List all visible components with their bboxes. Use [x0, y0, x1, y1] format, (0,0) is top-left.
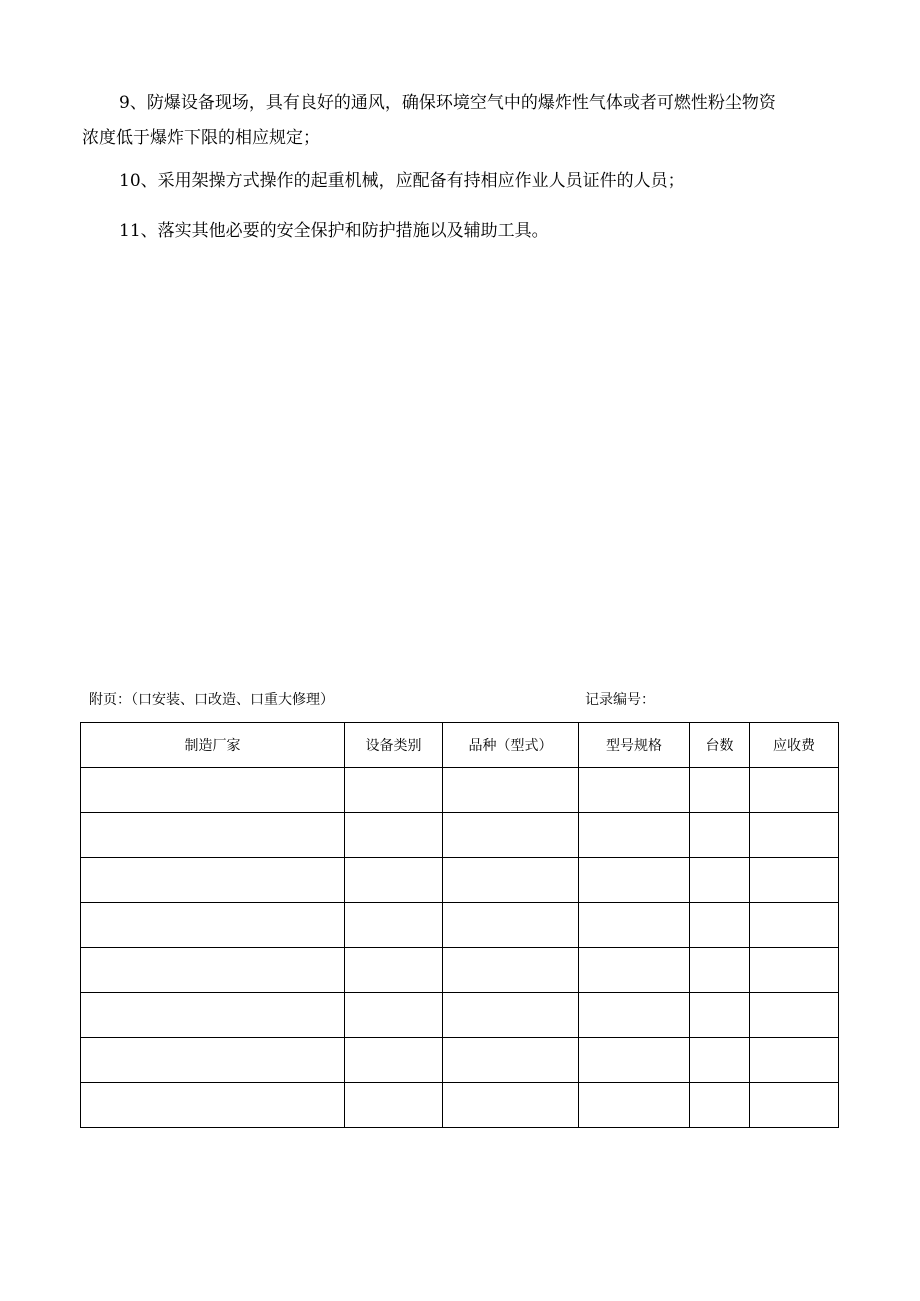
cell-variety-type [443, 1038, 579, 1083]
equipment-table [80, 722, 839, 1128]
cell-model-spec [579, 948, 690, 993]
cell-model-spec [579, 1083, 690, 1128]
cell-model-spec [579, 768, 690, 813]
header-fee: 应收费 [750, 723, 839, 768]
cell-fee [750, 1038, 839, 1083]
cell-quantity [690, 993, 750, 1038]
cell-manufacturer [81, 858, 345, 903]
cell-model-spec [579, 813, 690, 858]
annex-label: 附页：（口安装、口改造、口重大修理） [89, 692, 334, 708]
cell-variety-type [443, 993, 579, 1038]
cell-quantity [690, 1038, 750, 1083]
item-9-line-1: 9、防爆设备现场，具有良好的通风，确保环境空气中的爆炸性气体或者可燃性粉尘物资 [119, 93, 776, 113]
cell-variety-type [443, 1083, 579, 1128]
cell-equipment-category [345, 1083, 443, 1128]
table-header-row [81, 723, 839, 768]
cell-model-spec [579, 993, 690, 1038]
cell-manufacturer [81, 1038, 345, 1083]
item-10: 10、采用架操方式操作的起重机械，应配备有持相应作业人员证件的人员； [119, 171, 685, 191]
record-number-label: 记录编号： [585, 692, 655, 708]
header-variety-type: 品种（型式） [443, 723, 579, 768]
cell-manufacturer [81, 903, 345, 948]
header-equipment-category: 设备类别 [345, 723, 443, 768]
cell-manufacturer [81, 813, 345, 858]
cell-manufacturer [81, 993, 345, 1038]
table-row [81, 858, 839, 903]
cell-variety-type [443, 858, 579, 903]
cell-quantity [690, 903, 750, 948]
cell-fee [750, 813, 839, 858]
cell-quantity [690, 813, 750, 858]
cell-variety-type [443, 768, 579, 813]
cell-equipment-category [345, 813, 443, 858]
cell-manufacturer [81, 768, 345, 813]
header-manufacturer: 制造厂家 [81, 723, 345, 768]
cell-model-spec [579, 858, 690, 903]
cell-quantity [690, 948, 750, 993]
cell-equipment-category [345, 993, 443, 1038]
cell-equipment-category [345, 768, 443, 813]
table-row [81, 768, 839, 813]
cell-equipment-category [345, 858, 443, 903]
cell-fee [750, 858, 839, 903]
item-11: 11、落实其他必要的安全保护和防护措施以及辅助工具。 [119, 221, 549, 241]
cell-fee [750, 768, 839, 813]
cell-model-spec [579, 903, 690, 948]
cell-fee [750, 948, 839, 993]
cell-fee [750, 903, 839, 948]
cell-variety-type [443, 903, 579, 948]
cell-fee [750, 1083, 839, 1128]
cell-equipment-category [345, 948, 443, 993]
table-row [81, 1038, 839, 1083]
table-row [81, 1083, 839, 1128]
cell-fee [750, 993, 839, 1038]
table-row [81, 903, 839, 948]
cell-equipment-category [345, 903, 443, 948]
table-row [81, 948, 839, 993]
table-row [81, 813, 839, 858]
header-quantity: 台数 [690, 723, 750, 768]
cell-quantity [690, 1083, 750, 1128]
item-9-line-2: 浓度低于爆炸下限的相应规定； [82, 128, 320, 148]
cell-quantity [690, 858, 750, 903]
table-row [81, 993, 839, 1038]
cell-equipment-category [345, 1038, 443, 1083]
cell-variety-type [443, 813, 579, 858]
cell-model-spec [579, 1038, 690, 1083]
cell-manufacturer [81, 1083, 345, 1128]
header-model-spec: 型号规格 [579, 723, 690, 768]
table-body [81, 768, 839, 1128]
cell-quantity [690, 768, 750, 813]
cell-variety-type [443, 948, 579, 993]
cell-manufacturer [81, 948, 345, 993]
